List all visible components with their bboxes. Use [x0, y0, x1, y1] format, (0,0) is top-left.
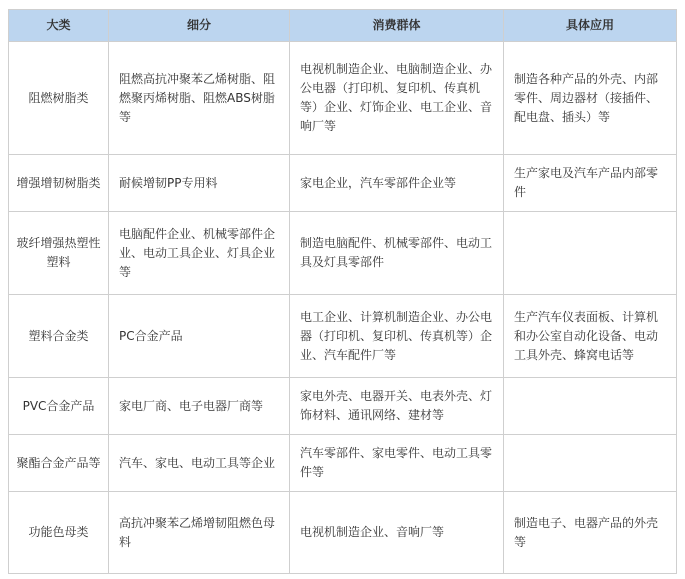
table-row	[9, 42, 677, 155]
cell-consumers: 电视机制造企业、音响厂等	[290, 492, 504, 574]
table-row	[9, 492, 677, 574]
cell-subdivision: 家电厂商、电子电器厂商等	[109, 378, 290, 435]
cell-application: 生产家电及汽车产品内部零件	[504, 155, 677, 212]
cell-consumers: 制造电脑配件、机械零部件、电动工具及灯具零部件	[290, 212, 504, 295]
cell-application: 生产汽车仪表面板、计算机和办公室自动化设备、电动工具外壳、蜂窝电话等	[504, 295, 677, 378]
cell-category: 阻燃树脂类	[9, 42, 109, 155]
table-header-row	[9, 10, 677, 42]
cell-category: 玻纤增强热塑性塑料	[9, 212, 109, 295]
cell-consumers: 家电外壳、电器开关、电表外壳、灯饰材料、通讯网络、建材等	[290, 378, 504, 435]
table-row	[9, 295, 677, 378]
cell-consumers: 电视机制造企业、电脑制造企业、办公电器（打印机、复印机、传真机等）企业、灯饰企业、电工企业、音响厂等	[290, 42, 504, 155]
cell-application: 制造各种产品的外壳、内部零件、周边器材（接插件、配电盘、插头）等	[504, 42, 677, 155]
header-application: 具体应用	[504, 10, 677, 42]
cell-application	[504, 212, 677, 295]
cell-category: PVC合金产品	[9, 378, 109, 435]
cell-application	[504, 435, 677, 492]
cell-consumers: 汽车零部件、家电零件、电动工具零件等	[290, 435, 504, 492]
table-row	[9, 378, 677, 435]
cell-category: 聚酯合金产品等	[9, 435, 109, 492]
cell-subdivision: 电脑配件企业、机械零部件企业、电动工具企业、灯具企业等	[109, 212, 290, 295]
cell-subdivision: PC合金产品	[109, 295, 290, 378]
table-row	[9, 155, 677, 212]
table-row	[9, 212, 677, 295]
cell-application	[504, 378, 677, 435]
cell-category: 功能色母类	[9, 492, 109, 574]
cell-subdivision: 汽车、家电、电动工具等企业	[109, 435, 290, 492]
cell-subdivision: 耐候增韧PP专用料	[109, 155, 290, 212]
cell-category: 增强增韧树脂类	[9, 155, 109, 212]
cell-subdivision: 高抗冲聚苯乙烯增韧阻燃色母料	[109, 492, 290, 574]
header-consumers: 消费群体	[290, 10, 504, 42]
cell-consumers: 电工企业、计算机制造企业、办公电器（打印机、复印机、传真机等）企业、汽车配件厂等	[290, 295, 504, 378]
header-category: 大类	[9, 10, 109, 42]
table-container	[8, 9, 677, 574]
cell-category: 塑料合金类	[9, 295, 109, 378]
table-row	[9, 435, 677, 492]
product-category-table	[8, 9, 677, 574]
header-subdivision: 细分	[109, 10, 290, 42]
cell-application: 制造电子、电器产品的外壳等	[504, 492, 677, 574]
cell-subdivision: 阻燃高抗冲聚苯乙烯树脂、阻燃聚丙烯树脂、阻燃ABS树脂等	[109, 42, 290, 155]
cell-consumers: 家电企业，汽车零部件企业等	[290, 155, 504, 212]
